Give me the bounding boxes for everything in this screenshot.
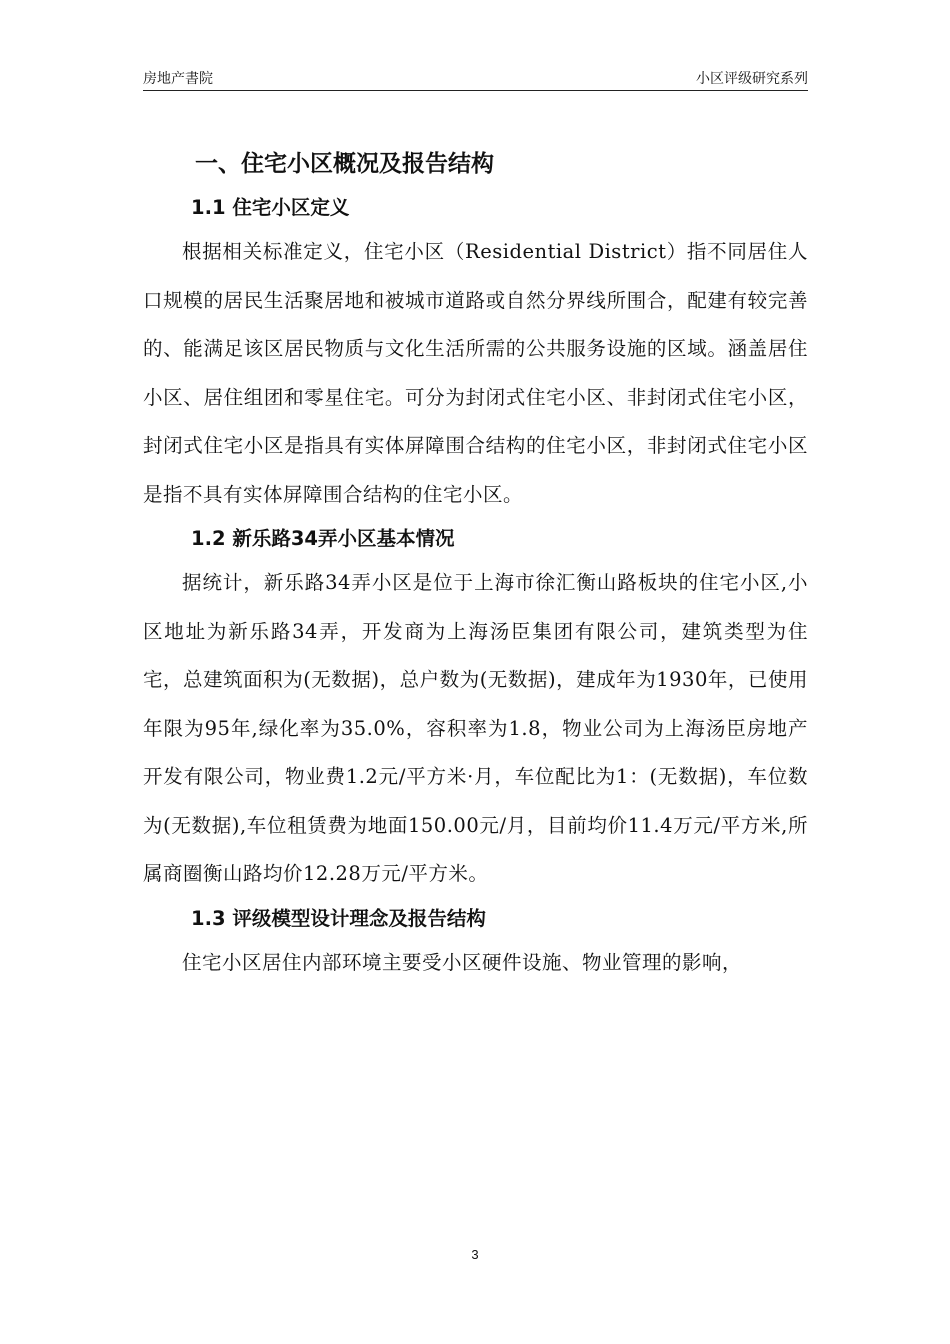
subsection-title-1-2: 1.2 新乐路34弄小区基本情况 (191, 527, 455, 550)
section-title: 一、住宅小区概况及报告结构 (195, 151, 494, 177)
subsection-title-1-1: 1.1 住宅小区定义 (191, 196, 350, 219)
paragraph-basic-info: 据统计，新乐路34弄小区是位于上海市徐汇衡山路板块的住宅小区,小区地址为新乐路34弄，开发商为上海汤臣集团有限公司，建筑类型为住宅，总建筑面积为(无数据)，总户数为(无数据)，建成年为1930年，已使用年限为95年,绿化率为35.0%，容积率为1.8，物业公司为上海汤臣房地产开发有限公司，物业费1.2元/平方米·月，车位配比为1：(无数据)，车位数为(无数据),车位租赁费为地面150.00元/月，目前均价11.4万元/平方米,所属商圈衡山路均价12.28万元/平方米。 (143, 571, 808, 885)
subsection-title-1-3: 1.3 评级模型设计理念及报告结构 (191, 906, 486, 930)
header-series-title: 小区评级研究系列 (696, 70, 808, 86)
page-number: 3 (471, 1247, 479, 1262)
document-body (143, 140, 808, 987)
paragraph-definition: 根据相关标准定义，住宅小区（Residential District）指不同居住人口规模的居民生活聚居地和被城市道路或自然分界线所围合，配建有较完善的、能满足该区居民物质与文化生活所需的公共服务设施的区域。涵盖居住小区、居住组团和零星住宅。可分为封闭式住宅小区、非封闭式住宅小区，封闭式住宅小区是指具有实体屏障围合结构的住宅小区，非封闭式住宅小区是指不具有实体屏障围合结构的住宅小区。 (143, 240, 808, 506)
page-header (143, 64, 808, 91)
paragraph-model-design: 住宅小区居住内部环境主要受小区硬件设施、物业管理的影响， (182, 950, 743, 974)
header-publisher: 房地产書院 (143, 70, 213, 86)
